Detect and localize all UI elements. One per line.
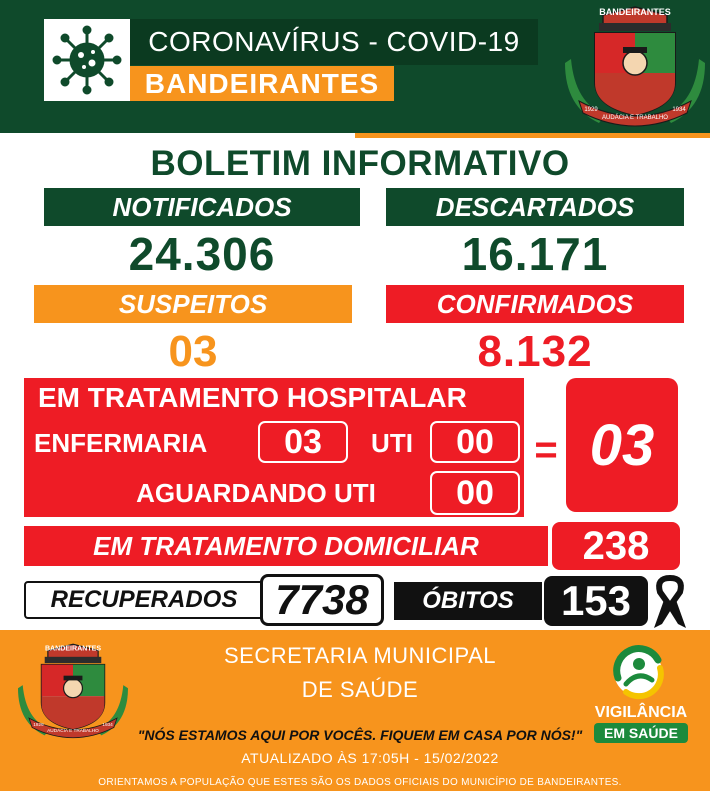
crest-bottom-year-right: 1934 [102, 721, 113, 727]
aguardando-uti-label: AGUARDANDO UTI [136, 477, 376, 508]
aguardando-uti-value: 00 [430, 471, 520, 515]
mourning-ribbon-icon [650, 574, 690, 630]
domiciliar-value: 238 [552, 522, 680, 570]
obitos-label: ÓBITOS [394, 582, 542, 620]
crest-bottom-motto: AUDÁCIA E TRABALHO [47, 728, 99, 734]
crest-bottom-top-text: BANDEIRANTES [44, 645, 102, 653]
uti-label: UTI [371, 427, 413, 458]
crest-motto: AUDÁCIA E TRABALHO [602, 115, 668, 121]
crest-year-left: 1929 [584, 107, 598, 113]
recuperados-label: RECUPERADOS [24, 581, 264, 619]
vigilancia-line-2: EM SAÚDE [594, 723, 688, 743]
uti-value: 00 [430, 421, 520, 463]
confirmados-value: 8.132 [477, 327, 593, 376]
equals-sign: = [534, 427, 558, 472]
city-crest-icon [565, 3, 705, 130]
secretaria-line-1: SECRETARIA MUNICIPAL [223, 643, 496, 668]
footer-disclaimer: ORIENTAMOS A POPULAÇÃO QUE ESTES SÃO OS DADOS OFICIAIS DO MUNICÍPIO DE BANDEIRANTES. [98, 776, 622, 788]
header-title: CORONAVÍRUS - COVID-19 [130, 19, 538, 65]
city-crest-icon [18, 636, 128, 746]
crest-bottom-year-left: 1929 [33, 721, 44, 727]
descartados-value: 16.171 [461, 228, 609, 280]
descartados-label: DESCARTADOS [386, 188, 684, 226]
header-city: BANDEIRANTES [130, 66, 394, 101]
domiciliar-label: EM TRATAMENTO DOMICILIAR [24, 526, 548, 566]
secretaria-line-2: DE SAÚDE [301, 677, 419, 702]
enfermaria-value: 03 [258, 421, 348, 463]
crest-year-right: 1934 [672, 107, 686, 113]
recuperados-value: 7738 [260, 574, 384, 626]
virus-icon-box [44, 19, 130, 101]
header-orange-stripe [355, 133, 710, 138]
suspeitos-value: 03 [168, 327, 218, 376]
confirmados-label: CONFIRMADOS [386, 285, 684, 323]
virus-icon [52, 25, 122, 95]
vigilancia-line-1: VIGILÂNCIA [594, 704, 688, 721]
hospital-title: EM TRATAMENTO HOSPITALAR [38, 382, 467, 413]
notificados-value: 24.306 [128, 228, 276, 280]
crest-top-text: BANDEIRANTES [599, 7, 671, 17]
vigilancia-logo-icon [606, 642, 670, 700]
obitos-value: 153 [544, 576, 648, 626]
hospital-total: 03 [566, 378, 678, 512]
footer-quote: "NÓS ESTAMOS AQUI POR VOCÊS. FIQUEM EM CASA POR NÓS!" [137, 727, 583, 743]
updated-timestamp: ATUALIZADO ÀS 17:05H - 15/02/2022 [241, 750, 499, 766]
bulletin-title: BOLETIM INFORMATIVO [150, 144, 570, 183]
enfermaria-label: ENFERMARIA [34, 427, 208, 458]
notificados-label: NOTIFICADOS [44, 188, 360, 226]
suspeitos-label: SUSPEITOS [34, 285, 352, 323]
